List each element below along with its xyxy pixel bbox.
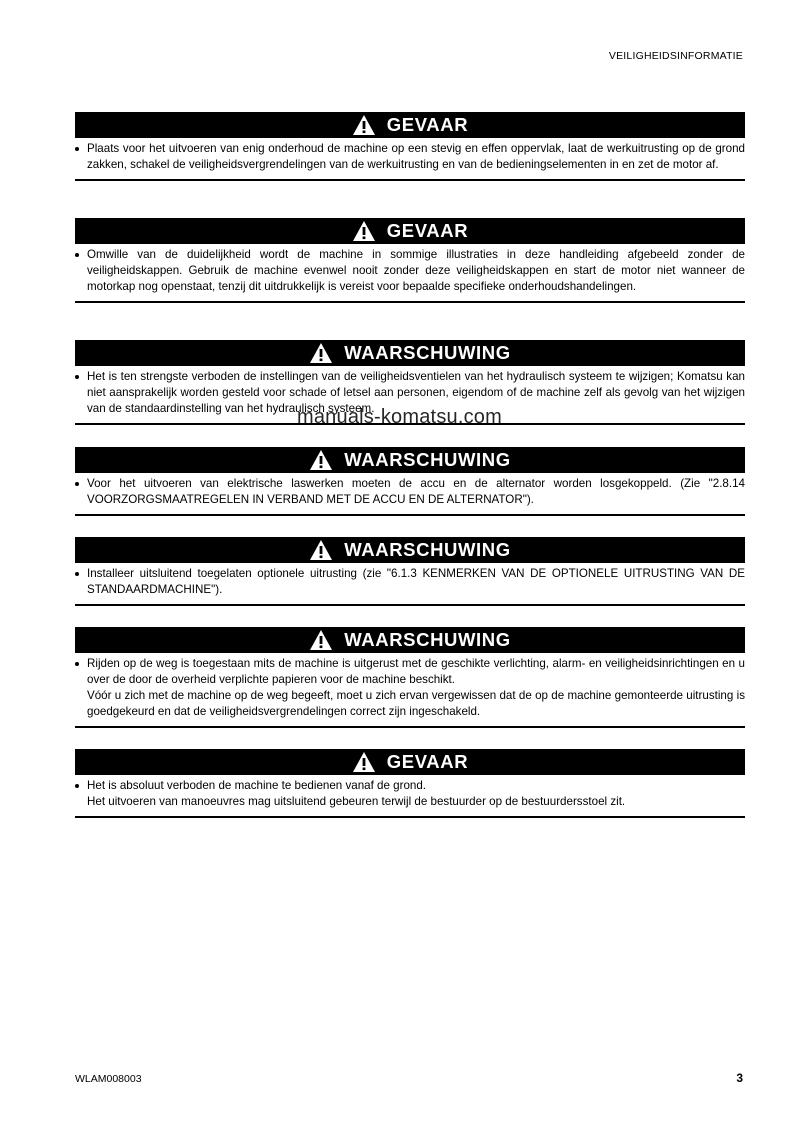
notice-text: Het uitvoeren van manoeuvres mag uitsluitend gebeuren terwijl de bestuurder op de bestuurdersstoel zit. bbox=[87, 795, 626, 808]
warning-triangle-icon bbox=[309, 539, 333, 561]
notice-text: Voor het uitvoeren van elektrische laswerken moeten de accu en de alternator worden losgekoppeld. (Zie "2.8.14 VOORZORGSMAATREGELEN IN VERBAND MET DE ACCU EN DE ALTERNATOR"). bbox=[87, 477, 745, 506]
notice-text: Omwille van de duidelijkheid wordt de machine in sommige illustraties in deze handleiding afgebeeld zonder de veiligheidskappen. Gebruik de machine evenwel nooit zonder deze veiligheidskappen en start de motor niet wanneer de motorkap nog openstaat, tenzij dit uitdrukkelijk is vereist voor bepaalde specifieke onderhoudshandelingen. bbox=[87, 248, 745, 293]
warning-triangle-icon bbox=[309, 342, 333, 364]
bullet-icon bbox=[75, 375, 79, 379]
warning-triangle-icon bbox=[352, 220, 376, 242]
notice-title-bar bbox=[75, 447, 745, 473]
bullet-icon bbox=[75, 662, 79, 666]
notice-title-bar bbox=[75, 218, 745, 244]
notice-title-bar bbox=[75, 340, 745, 366]
bullet-icon bbox=[75, 147, 79, 151]
notice-title-bar bbox=[75, 627, 745, 653]
page-number: 3 bbox=[736, 1071, 743, 1085]
notice-text: Het is absoluut verboden de machine te bedienen vanaf de grond. bbox=[87, 779, 427, 792]
notice-danger bbox=[75, 218, 745, 303]
watermark: manuals-komatsu.com bbox=[297, 406, 502, 428]
notice-body bbox=[75, 244, 745, 303]
notice-text: Het is ten strengste verboden de instellingen van de veiligheidsventielen van het hydraulisch systeem te wijzigen; Komatsu kan niet aansprakelijk worden gesteld voor schade of letsel aan personen, eigendom of de machine zelf als gevolg van het wijzigen van de standaardinstelling van het hydraulisch systeem. bbox=[87, 370, 745, 415]
warning-triangle-icon bbox=[352, 751, 376, 773]
notice-label: GEVAAR bbox=[386, 751, 469, 772]
notice-label: WAARSCHUWING bbox=[344, 449, 511, 470]
notice-body bbox=[75, 473, 745, 516]
notice-label: WAARSCHUWING bbox=[344, 342, 511, 363]
notice-text: Rijden op de weg is toegestaan mits de machine is uitgerust met de geschikte verlichting, alarm- en veiligheidsinrichtingen en u over de door de overheid verplichte papieren voor de machine beschikt. bbox=[87, 657, 745, 686]
warning-triangle-icon bbox=[309, 449, 333, 471]
bullet-icon bbox=[75, 572, 79, 576]
notice-body bbox=[75, 563, 745, 606]
notice-title-bar bbox=[75, 112, 745, 138]
notice-text: Installeer uitsluitend toegelaten optionele uitrusting (zie "6.1.3 KENMERKEN VAN DE OPTIONELE UITRUSTING VAN DE STANDAARDMACHINE"). bbox=[87, 567, 745, 596]
notice-warning bbox=[75, 537, 745, 606]
notice-danger bbox=[75, 112, 745, 181]
warning-triangle-icon bbox=[352, 114, 376, 136]
warning-triangle-icon bbox=[309, 629, 333, 651]
notice-title-bar bbox=[75, 749, 745, 775]
document-code: WLAM008003 bbox=[75, 1073, 142, 1085]
bullet-icon bbox=[75, 784, 79, 788]
notice-text: Plaats voor het uitvoeren van enig onderhoud de machine op een stevig en effen oppervlak, laat de werkuitrusting op de grond zakken, schakel de veiligheidsvergrendelingen van de werkuitrusting en van de bedieningselementen in en zet de motor af. bbox=[87, 142, 745, 171]
notice-danger bbox=[75, 749, 745, 818]
notice-body bbox=[75, 775, 745, 818]
bullet-icon bbox=[75, 253, 79, 257]
notice-warning bbox=[75, 627, 745, 728]
notice-label: WAARSCHUWING bbox=[344, 539, 511, 560]
notice-title-bar bbox=[75, 537, 745, 563]
bullet-icon bbox=[75, 482, 79, 486]
notice-label: WAARSCHUWING bbox=[344, 629, 511, 650]
notice-label: GEVAAR bbox=[386, 114, 469, 135]
notice-label: GEVAAR bbox=[386, 220, 469, 241]
notice-text: Vóór u zich met de machine op de weg begeeft, moet u zich ervan vergewissen dat de op de machine gemonteerde uitrusting is goedgekeurd en dat de veiligheidsvergrendelingen correct zijn ingeschakeld. bbox=[87, 689, 745, 718]
notice-warning bbox=[75, 447, 745, 516]
notice-body bbox=[75, 138, 745, 181]
notice-body bbox=[75, 653, 745, 728]
section-header: VEILIGHEIDSINFORMATIE bbox=[608, 50, 743, 62]
